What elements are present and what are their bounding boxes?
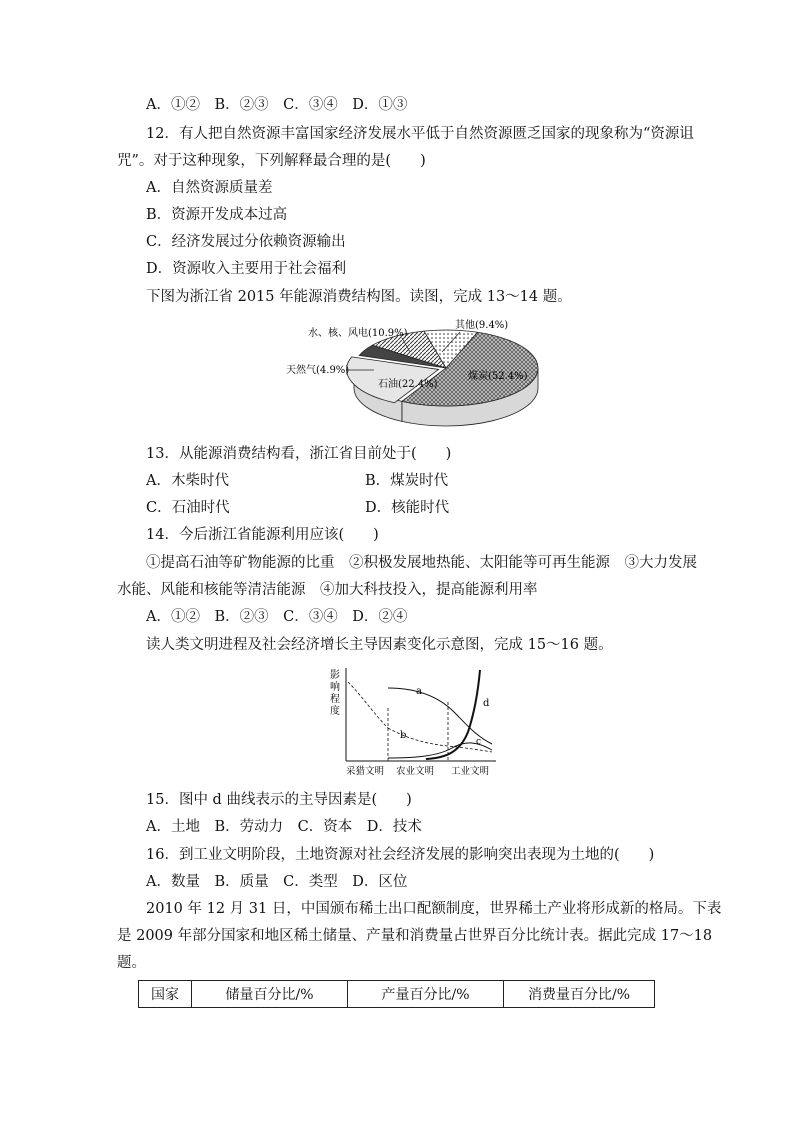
diagram-curve-d [426, 670, 480, 759]
diagram-ylabel-2: 程 [330, 694, 340, 705]
intro-15-16: 读人类文明进程及社会经济增长主导因素变化示意图，完成 15～16 题。 [146, 637, 613, 653]
civilization-factor-diagram [326, 662, 506, 780]
table-header-consumption: 消费量百分比/% [504, 981, 655, 1008]
q14-body-line2: 水能、风能和核能等清洁能源 ④加大科技投入，提高能源利用率 [117, 582, 538, 598]
q16-options: A．数量 B．质量 C．类型 D．区位 [146, 874, 408, 890]
pie-label-gas: 天然气(4.9%) [286, 365, 350, 376]
q12-stem-line2: 咒”。对于这种现象，下列解释最合理的是( ) [117, 153, 426, 169]
diagram-label-a: a [416, 686, 422, 697]
diagram-label-d: d [483, 698, 490, 709]
q14-body-line1: ①提高石油等矿物能源的比重 ②积极发展地热能、太阳能等可再生能源 ③大力发展 [146, 555, 697, 571]
q11-options: A．①② B．②③ C．③④ D．①③ [146, 97, 408, 113]
q12-option-c: C．经济发展过分依赖资源输出 [146, 234, 346, 250]
q13-option-b: B．煤炭时代 [365, 473, 449, 489]
energy-pie-chart [282, 312, 562, 440]
table-header-reserves: 储量百分比/% [192, 981, 348, 1008]
rare-earth-table [138, 980, 655, 1008]
q12-option-b: B．资源开发成本过高 [146, 207, 288, 223]
diagram-xlabel-2: 工业文明 [451, 766, 490, 777]
intro-13-14: 下图为浙江省 2015 年能源消费结构图。读图，完成 13～14 题。 [146, 289, 572, 305]
q14-stem: 14．今后浙江省能源利用应该( ) [146, 527, 379, 543]
table-header-country: 国家 [139, 981, 192, 1008]
q13-option-c: C．石油时代 [146, 500, 230, 516]
diagram-label-c: c [476, 737, 482, 747]
diagram-label-b: b [400, 730, 407, 741]
diagram-curve-dashed-early [348, 682, 388, 728]
table-header-row [139, 981, 655, 1008]
intro-17-18-line2: 是 2009 年部分国家和地区稀土储量、产量和消费量占世界百分比统计表。据此完成 17～18 [117, 928, 713, 944]
q13-stem: 13．从能源消费结构看，浙江省目前处于( ) [146, 446, 452, 462]
table-header-production: 产量百分比/% [348, 981, 504, 1008]
pie-label-hydro: 水、核、风电(10.9%) [308, 328, 408, 339]
pie-label-other: 其他(9.4%) [455, 320, 509, 331]
diagram-ylabel-0: 影 [330, 670, 340, 681]
diagram-ylabel-1: 响 [330, 682, 340, 693]
diagram-ylabel-3: 度 [330, 706, 340, 717]
q12-option-d: D．资源收入主要用于社会福利 [146, 261, 347, 277]
q16-stem: 16．到工业文明阶段，土地资源对社会经济发展的影响突出表现为土地的( ) [146, 847, 655, 863]
q12-option-a: A．自然资源质量差 [146, 180, 273, 196]
intro-17-18-line3: 题。 [117, 955, 146, 971]
q13-option-d: D．核能时代 [365, 500, 450, 516]
q15-stem: 15．图中 d 曲线表示的主导因素是( ) [146, 792, 412, 808]
diagram-xlabel-0: 采猎文明 [346, 766, 385, 777]
q13-option-a: A．木柴时代 [146, 473, 229, 489]
q12-stem-line1: 12．有人把自然资源丰富国家经济发展水平低于自然资源匮乏国家的现象称为“资源诅 [146, 126, 694, 142]
diagram-xlabel-1: 农业文明 [396, 766, 435, 777]
q14-options: A．①② B．②③ C．③④ D．②④ [146, 609, 408, 625]
q15-options: A．土地 B．劳动力 C．资本 D．技术 [146, 819, 422, 835]
pie-label-oil: 石油(22.4%) [378, 379, 438, 390]
intro-17-18-line1: 2010 年 12 月 31 日，中国颁布稀土出口配额制度，世界稀土产业将形成新的格局。下表 [146, 901, 722, 917]
pie-label-coal: 煤炭(52.4%) [468, 371, 528, 382]
